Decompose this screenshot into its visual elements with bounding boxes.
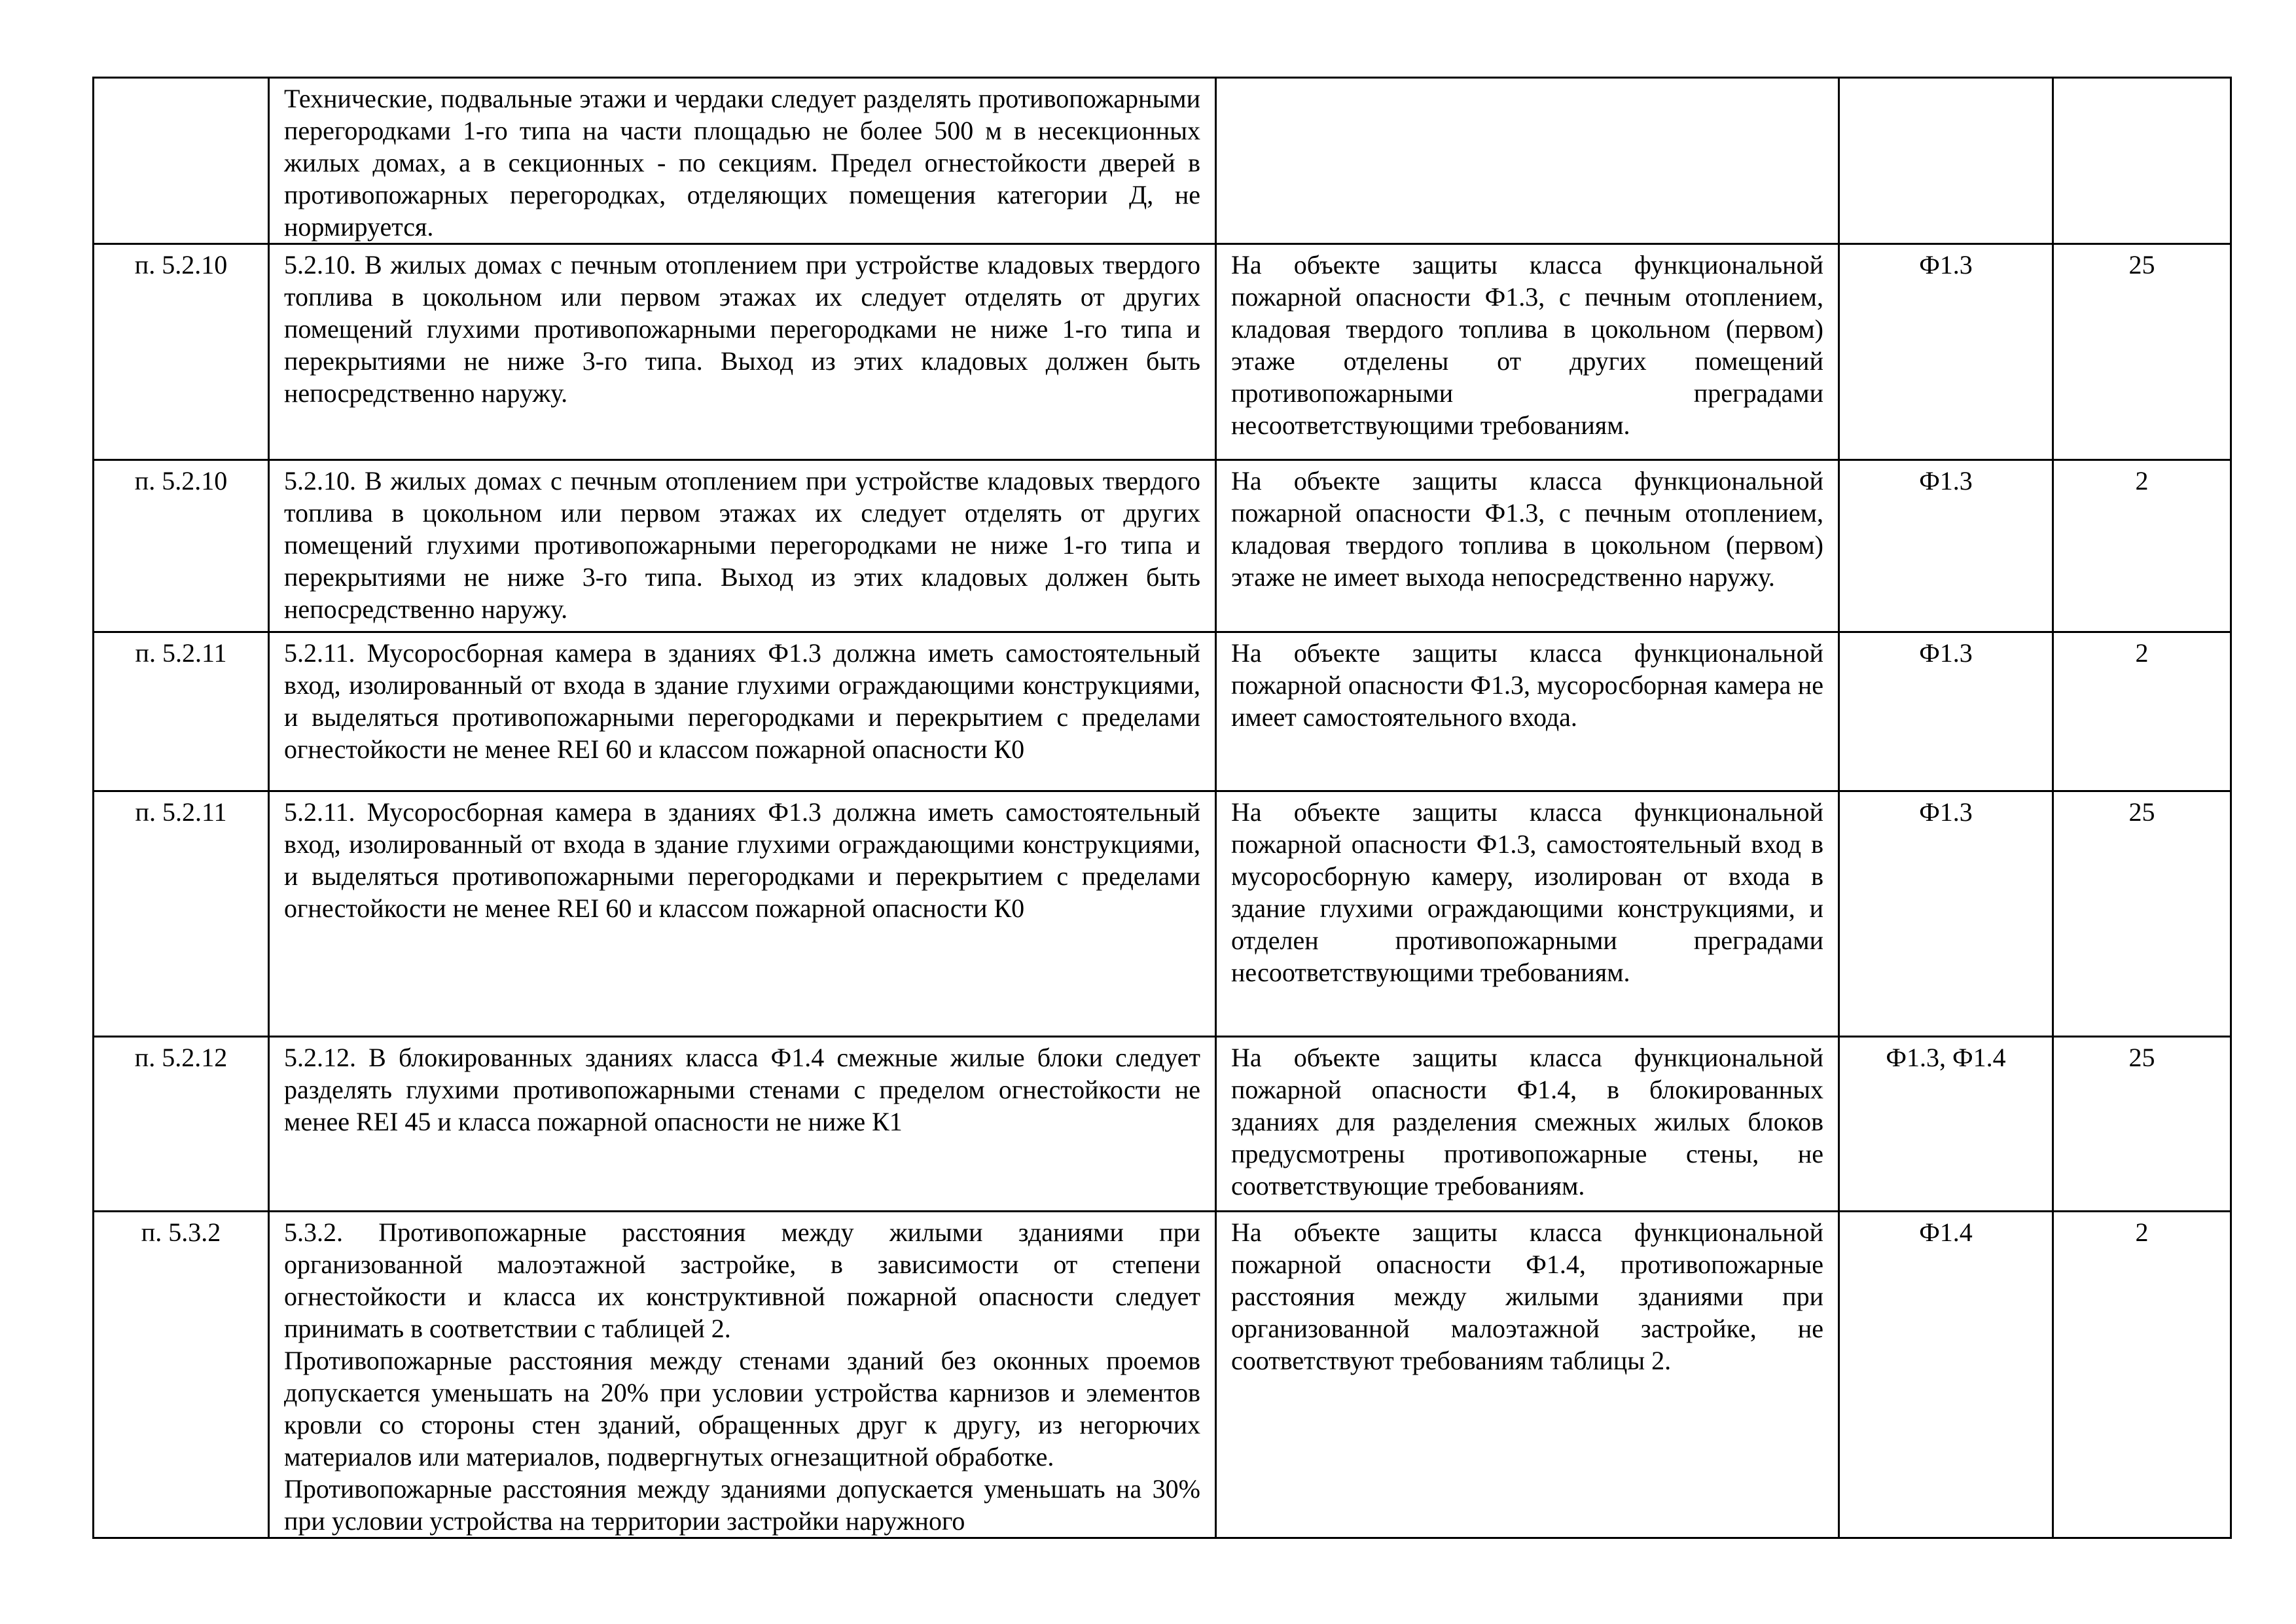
requirement-paragraph: 5.2.10. В жилых домах с печным отоплением при устройстве кладовых твердого топлива в цокольном или первом этажах их следует отделять от других помещений глухими противопожарными перегородками не ниже 1-го типа и перекрытиями не ниже 3-го типа. Выход из этих кладовых должен быть непосредственно наружу. [284,466,1200,624]
clause-ref-cell: п. 5.2.10 [94,460,269,632]
requirement-paragraph: Противопожарные расстояния между зданиями допускается уменьшать на 30% при условии устройства на территории застройки наружного [284,1474,1200,1536]
table-row [94,632,2231,791]
table-row [94,1212,2231,1538]
requirement-text-cell [269,632,1216,791]
requirement-text-cell [269,1037,1216,1212]
score-cell: 25 [2053,791,2231,1037]
requirement-paragraph: Технические, подвальные этажи и чердаки следует разделять противопожарными перегородками 1-го типа на части площадью не более 500 м в несекционных жилых домах, а в секционных - по секциям. Предел огнестойкости дверей в противопожарных перегородках, отделяющих помещения категории Д, не нормируется. [284,84,1200,242]
table-row [94,791,2231,1037]
requirement-paragraph: 5.2.11. Мусоросборная камера в зданиях Ф1.3 должна иметь самостоятельный вход, изолированный от входа в здание глухими ограждающими конструкциями, и выделяться противопожарными перегородками и перекрытием с пределами огнестойкости не менее REI 60 и классом пожарной опасности К0 [284,638,1200,764]
violation-description-cell [1216,78,1839,244]
requirement-text-cell [269,460,1216,632]
hazard-class-cell: Ф1.3 [1839,632,2053,791]
violation-description-cell: На объекте защиты класса функциональной пожарной опасности Ф1.4, в блокированных зданиях для разделения смежных жилых блоков предусмотрены противопожарные стены, не соответствующие требованиям. [1216,1037,1839,1212]
violation-description-cell: На объекте защиты класса функциональной пожарной опасности Ф1.3, самостоятельный вход в мусоросборную камеру, изолирован от входа в здание глухими ограждающими конструкциями, и отделен противопожарными преградами несоответствующими требованиям. [1216,791,1839,1037]
hazard-class-cell: Ф1.3 [1839,244,2053,460]
clause-ref-cell: п. 5.2.11 [94,791,269,1037]
table-row [94,1037,2231,1212]
requirement-paragraph: 5.2.11. Мусоросборная камера в зданиях Ф1.3 должна иметь самостоятельный вход, изолированный от входа в здание глухими ограждающими конструкциями, и выделяться противопожарными перегородками и перекрытием с пределами огнестойкости не менее REI 60 и классом пожарной опасности К0 [284,797,1200,923]
hazard-class-cell: Ф1.3 [1839,791,2053,1037]
violation-description-cell: На объекте защиты класса функциональной пожарной опасности Ф1.3, с печным отоплением, кладовая твердого топлива в цокольном (первом) этаже отделены от других помещений противопожарными преградами несоответствующими требованиям. [1216,244,1839,460]
requirement-text-cell [269,791,1216,1037]
violation-description-cell: На объекте защиты класса функциональной пожарной опасности Ф1.3, мусоросборная камера не имеет самостоятельного входа. [1216,632,1839,791]
requirement-text-cell [269,244,1216,460]
hazard-class-cell: Ф1.3 [1839,460,2053,632]
hazard-class-cell [1839,78,2053,244]
clause-ref-cell: п. 5.2.12 [94,1037,269,1212]
score-cell: 2 [2053,460,2231,632]
violation-description-cell: На объекте защиты класса функциональной пожарной опасности Ф1.4, противопожарные расстояния между жилыми зданиями при организованной малоэтажной застройке, не соответствуют требованиям таблицы 2. [1216,1212,1839,1538]
requirement-text-cell [269,1212,1216,1538]
requirement-paragraph: 5.2.10. В жилых домах с печным отоплением при устройстве кладовых твердого топлива в цокольном или первом этажах их следует отделять от других помещений глухими противопожарными перегородками не ниже 1-го типа и перекрытиями не ниже 3-го типа. Выход из этих кладовых должен быть непосредственно наружу. [284,250,1200,408]
score-cell: 25 [2053,1037,2231,1212]
table-row [94,244,2231,460]
requirements-table [92,77,2232,1539]
table-row [94,460,2231,632]
clause-ref-cell: п. 5.3.2 [94,1212,269,1538]
score-cell: 25 [2053,244,2231,460]
table-row [94,78,2231,244]
requirement-text-cell [269,78,1216,244]
requirement-paragraph: 5.3.2. Противопожарные расстояния между жилыми зданиями при организованной малоэтажной застройке, в зависимости от степени огнестойкости и класса их конструктивной пожарной опасности следует принимать в соответствии с таблицей 2. [284,1218,1200,1343]
clause-ref-cell: п. 5.2.11 [94,632,269,791]
clause-ref-cell [94,78,269,244]
clause-ref-cell: п. 5.2.10 [94,244,269,460]
requirement-paragraph: Противопожарные расстояния между стенами зданий без оконных проемов допускается уменьшать на 20% при условии устройства карнизов и элементов кровли со стороны стен зданий, обращенных друг к другу, из негорючих материалов или материалов, подвергнутых огнезащитной обработке. [284,1346,1200,1471]
violation-description-cell: На объекте защиты класса функциональной пожарной опасности Ф1.3, с печным отоплением, кладовая твердого топлива в цокольном (первом) этаже не имеет выхода непосредственно наружу. [1216,460,1839,632]
score-cell: 2 [2053,1212,2231,1538]
hazard-class-cell: Ф1.4 [1839,1212,2053,1538]
score-cell: 2 [2053,632,2231,791]
hazard-class-cell: Ф1.3, Ф1.4 [1839,1037,2053,1212]
score-cell [2053,78,2231,244]
requirement-paragraph: 5.2.12. В блокированных зданиях класса Ф1.4 смежные жилые блоки следует разделять глухими противопожарными стенами с пределом огнестойкости не менее REI 45 и класса пожарной опасности не ниже К1 [284,1043,1200,1136]
